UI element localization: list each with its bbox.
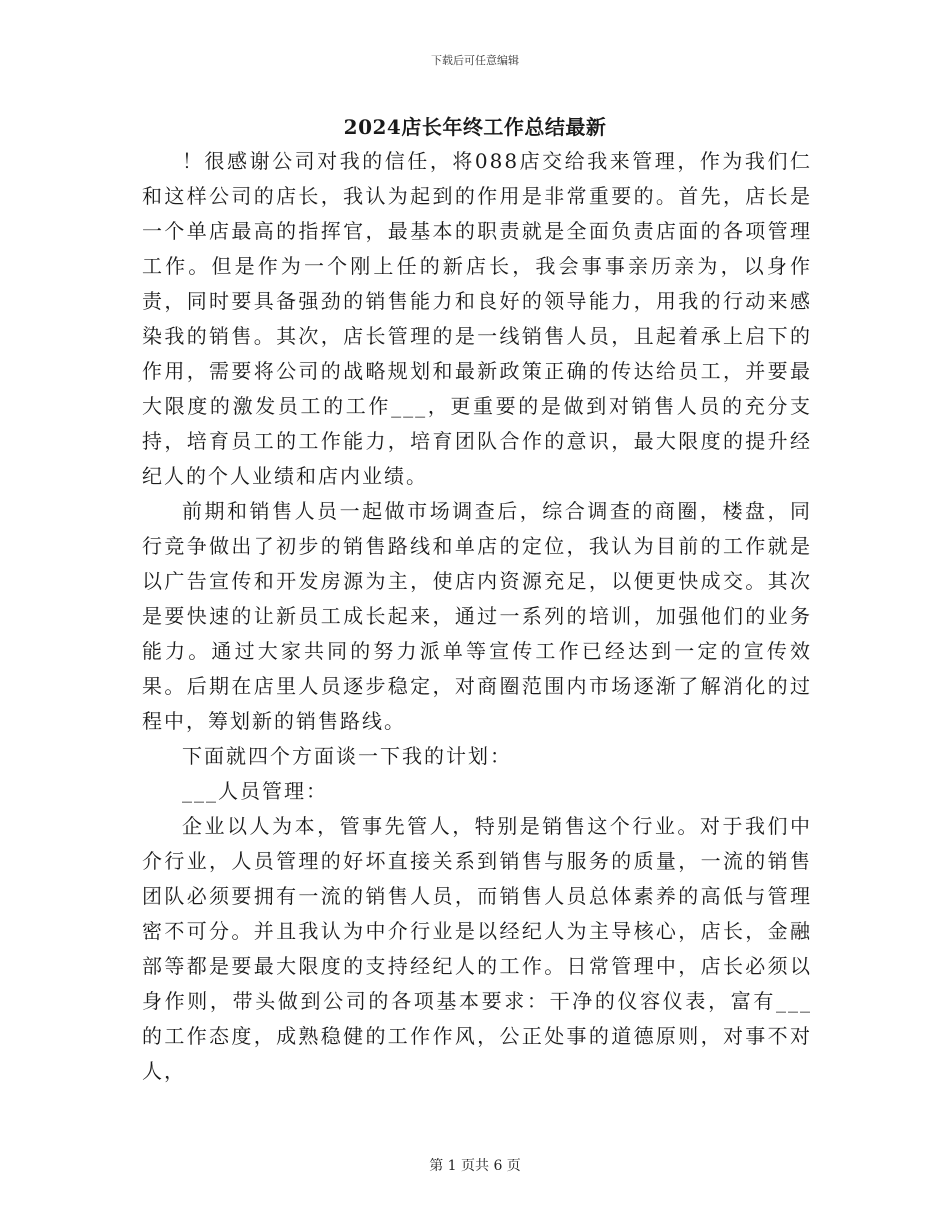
page-footer: 第 1 页共 6 页 bbox=[429, 1158, 521, 1174]
paragraph-personnel-management: 企业以人为本，管事先管人，特别是销售这个行业。对于我们中介行业，人员管理的好坏直接关系到销售与服务的质量，一流的销售团队必须要拥有一流的销售人员，而销售人员总体素养的高低与管理密不可分。并且我认为中介行业是以经纪人为主导核心，店长，金融部等都是要最大限度的支持经纪人的工作。日常管理中，店长必须以身作则，带头做到公司的各项基本要求：干净的仪容仪表，富有___的工作态度，成熟稳健的工作作风，公正处事的道德原则，对事不对人， bbox=[142, 814, 812, 1083]
section-heading-personnel: ___人员管理： bbox=[182, 779, 328, 803]
document-title: 2024店长年终工作总结最新 bbox=[343, 115, 607, 139]
paragraph-plan-intro: 下面就四个方面谈一下我的计划： bbox=[182, 744, 512, 768]
document-body bbox=[142, 144, 812, 1089]
paragraph-market-research: 前期和销售人员一起做市场调查后，综合调查的商圈，楼盘，同行竞争做出了初步的销售路线和单店的定位，我认为目前的工作就是以广告宣传和开发房源为主，使店内资源充足，以便更快成交。其次是要快速的让新员工成长起来，通过一系列的培训，加强他们的业务能力。通过大家共同的努力派单等宣传工作已经达到一定的宣传效果。后期在店里人员逐步稳定，对商圈范围内市场逐渐了解消化的过程中，筹划新的销售路线。 bbox=[142, 499, 812, 733]
paragraph-intro: ！很感谢公司对我的信任，将088店交给我来管理，作为我们仁和这样公司的店长，我认为起到的作用是非常重要的。首先，店长是一个单店最高的指挥官，最基本的职责就是全面负责店面的各项管理工作。但是作为一个刚上任的新店长，我会事事亲历亲为，以身作责，同时要具备强劲的销售能力和良好的领导能力，用我的行动来感染我的销售。其次，店长管理的是一线销售人员，且起着承上启下的作用，需要将公司的战略规划和最新政策正确的传达给员工，并要最大限度的激发员工的工作___，更重要的是做到对销售人员的充分支持，培育员工的工作能力，培育团队合作的意识，最大限度的提升经纪人的个人业绩和店内业绩。 bbox=[142, 149, 812, 488]
header-note: 下载后可任意编辑 bbox=[431, 54, 519, 67]
